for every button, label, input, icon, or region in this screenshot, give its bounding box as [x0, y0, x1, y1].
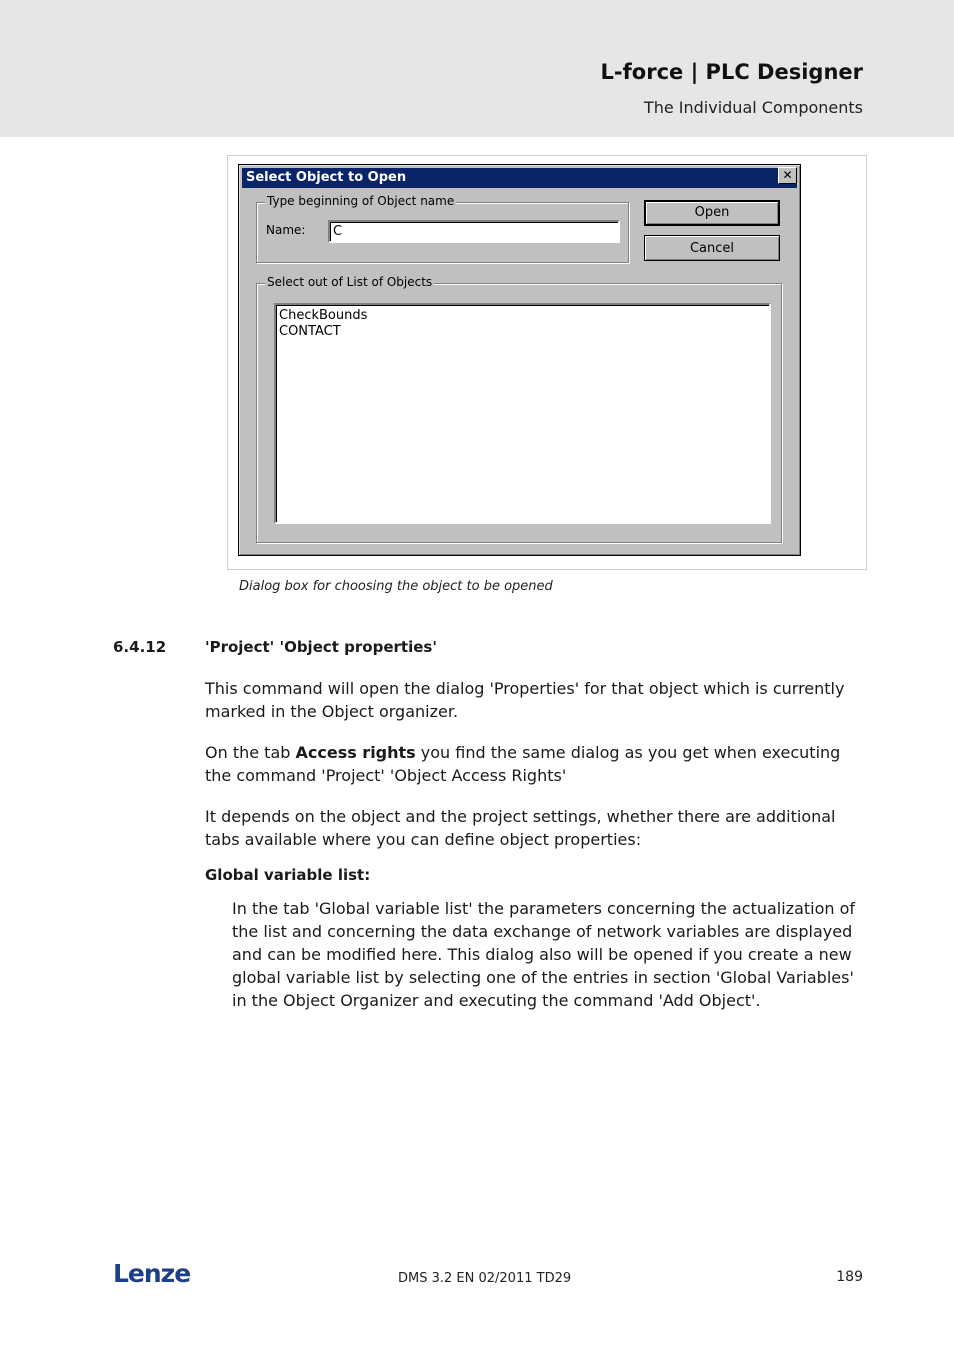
section-title: 'Project' 'Object properties'	[205, 638, 437, 656]
page-header	[0, 0, 954, 137]
object-list-group	[256, 275, 782, 543]
section-number: 6.4.12	[113, 638, 167, 656]
access-rights-term: Access rights	[295, 743, 416, 762]
name-label: Name:	[266, 223, 306, 237]
cancel-button[interactable]: Cancel	[644, 235, 780, 261]
list-item[interactable]: CONTACT	[279, 324, 341, 339]
dialog-title-bar	[242, 168, 797, 188]
paragraph-3: It depends on the object and the project settings, whether there are additional tabs available where you can define object properties:	[205, 807, 836, 849]
header-subtitle: The Individual Components	[643, 98, 863, 117]
page-number: 189	[836, 1269, 863, 1285]
name-input[interactable]: C	[328, 220, 620, 243]
object-name-group-label: Type beginning of Object name	[267, 194, 455, 208]
dialog-title: Select Object to Open	[246, 170, 407, 185]
header-title: L-force | PLC Designer	[600, 60, 863, 84]
object-name-group	[256, 194, 629, 263]
open-button[interactable]: Open	[644, 200, 780, 226]
indented-paragraph: In the tab 'Global variable list' the parameters concerning the actualization of the list and concerning the data exchange of network variables are displayed and can be modified here. This dialog also will be opened if you create a new global variable list by selecting one of the entries in section 'Global Variables' in the Object Organizer and executing the command 'Add Object'.	[232, 899, 856, 1010]
paragraph-2-start: On the tab	[205, 743, 296, 762]
close-icon[interactable]: ✕	[778, 167, 797, 184]
paragraph-1: This command will open the dialog 'Properties' for that object which is currently marked in the Object organizer.	[205, 679, 845, 721]
object-listbox[interactable]	[274, 303, 771, 524]
select-object-dialog	[238, 164, 801, 556]
lenze-logo: Lenze	[113, 1259, 191, 1288]
paragraph-2	[205, 741, 855, 787]
footer-doc-id: DMS 3.2 EN 02/2011 TD29	[398, 1271, 572, 1286]
object-list-group-label: Select out of List of Objects	[267, 275, 433, 289]
list-item[interactable]: CheckBounds	[279, 308, 368, 323]
paragraph-2-end: you find the same dialog as you get when executing the command 'Project' 'Object Access Rights'	[205, 743, 841, 785]
figure-caption: Dialog box for choosing the object to be opened	[239, 579, 553, 594]
subheading: Global variable list:	[205, 866, 371, 884]
